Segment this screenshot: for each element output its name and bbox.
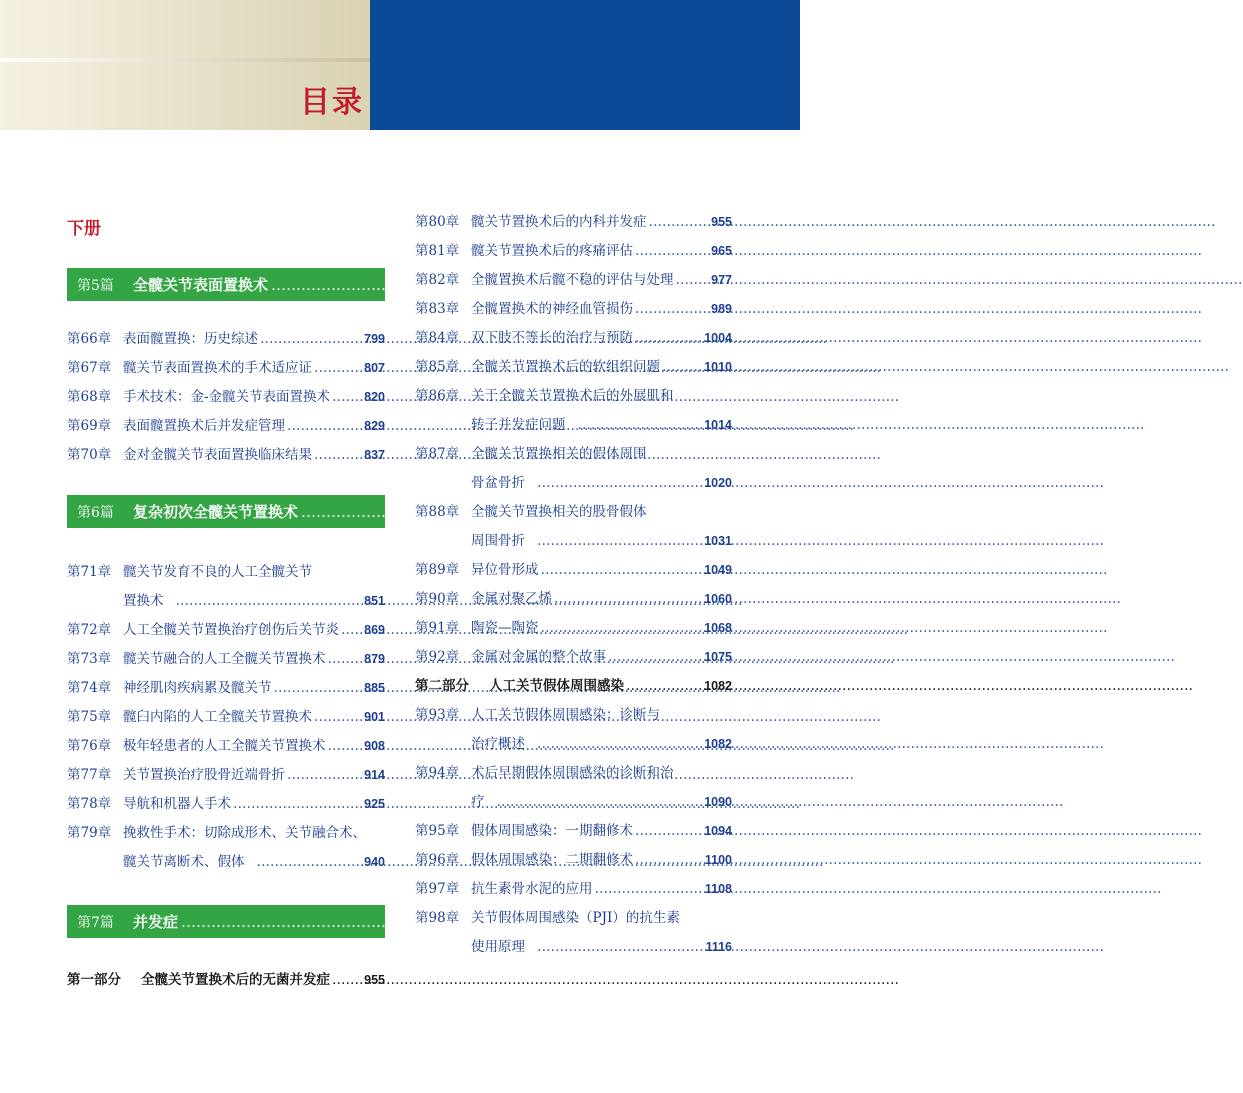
part-title: 人工关节假体周围感染 [489,678,624,694]
page-number: 1090 [704,795,732,809]
chapter-title: 全髋置换术后髋不稳的评估与处理 [471,272,674,288]
chapter-number: 第73章 [67,651,112,667]
chapter-number: 第95章 [415,823,460,839]
chapter-number: 第92章 [415,649,460,665]
chapter-title: 术后早期假体周围感染的诊断和治 [471,765,674,781]
toc-entry[interactable] [415,617,732,639]
page-number: 885 [364,681,385,695]
chapter-title: 髋臼内陷的人工全髋关节置换术 [123,709,312,725]
toc-entry[interactable] [67,764,385,786]
toc-entry[interactable] [67,822,385,844]
leader-dots [233,793,362,815]
page-number: 1068 [704,621,732,635]
page-number: 1082 [704,679,732,693]
chapter-number: 第79章 [67,825,112,841]
chapter-number: 第86章 [415,388,460,404]
toc-part-entry[interactable] [67,969,385,991]
chapter-title: 人工全髋关节置换治疗创伤后关节炎 [123,622,339,638]
chapter-title: 人工关节假体周围感染：诊断与 [471,707,660,723]
chapter-title: 髋关节发育不良的人工全髋关节 [123,564,312,580]
chapter-title: 全髋关节置换相关的假体周围 [471,446,647,462]
toc-entry[interactable] [67,444,385,466]
toc-entry[interactable] [415,385,732,407]
chapter-number: 第82章 [415,272,460,288]
chapter-number: 第83章 [415,301,460,317]
chapter-title: 挽救性手术：切除成形术、关节融合术、 [123,825,366,841]
leader-dots [176,590,363,612]
chapter-title: 髋关节融合的人工全髋关节置换术 [123,651,326,667]
leader-dots [341,619,362,641]
toc-entry[interactable] [415,559,732,581]
toc-entry[interactable] [415,269,732,291]
leader-dots [328,648,363,670]
part-label: 第一部分 [67,972,121,988]
chapter-title: 假体周围感染：一期翻修术 [471,823,633,839]
leader-dots [314,444,362,466]
section-title: 并发症 [133,913,179,931]
chapter-title: 金属对金属的整个故事 [471,649,606,665]
chapter-title: 髋关节置换术后的内科并发症 [471,214,647,230]
leader-dots [314,357,362,379]
page-number: 955 [711,215,732,229]
leader-dots [595,878,703,900]
leader-dots [314,706,362,728]
page-number: 1094 [704,824,732,838]
page-number: 1014 [704,418,732,432]
chapter-number: 第78章 [67,796,112,812]
toc-entry[interactable] [67,793,385,815]
chapter-number: 第90章 [415,591,460,607]
toc-part-entry[interactable] [415,675,732,697]
leader-dots [635,240,709,262]
page-number: 1116 [705,940,732,954]
chapter-number: 第71章 [67,564,112,580]
chapter-title: 髋关节表面置换术的手术适应证 [123,360,312,376]
toc-entry-continued[interactable] [415,472,732,494]
section-number: 第7篇 [77,914,114,931]
toc-entry-continued[interactable] [415,733,732,755]
toc-entry[interactable] [67,415,385,437]
section-page: 953 [694,913,718,930]
chapter-title: 关节假体周围感染（PJI）的抗生素 [471,910,680,926]
toc-entry[interactable] [415,820,732,842]
chapter-number: 第81章 [415,243,460,259]
page-number: 965 [711,244,732,258]
leader-dots [260,328,362,350]
leader-dots [537,530,702,552]
chapter-title: 假体周围感染：二期翻修术 [471,852,633,868]
leader-dots [608,646,702,668]
page-number: 925 [364,797,385,811]
chapter-number: 第85章 [415,359,460,375]
toc-entry[interactable] [415,588,732,610]
page-number: 977 [711,273,732,287]
page-number: 829 [364,419,385,433]
chapter-number: 第80章 [415,214,460,230]
chapter-number: 第84章 [415,330,460,346]
chapter-title-cont: 置换术 [123,593,164,609]
toc-entry[interactable] [67,706,385,728]
header-stripe [0,58,370,62]
toc-entry[interactable] [415,849,732,871]
page-number: 1031 [704,534,732,548]
leader-dots [635,327,702,349]
page-number: 1049 [704,563,732,577]
chapter-number: 第98章 [415,910,460,926]
toc-entry[interactable] [415,356,732,378]
page-number: 989 [711,302,732,316]
toc-entry[interactable] [415,704,732,726]
chapter-number: 第89章 [415,562,460,578]
chapter-number: 第72章 [67,622,112,638]
chapter-number: 第74章 [67,680,112,696]
chapter-title: 关于全髋关节置换术后的外展肌和 [471,388,674,404]
toc-entry[interactable] [415,878,732,900]
leader-dots [541,559,703,581]
leader-dots [635,298,709,320]
chapter-number: 第76章 [67,738,112,754]
toc-entry[interactable] [67,619,385,641]
page-number: 940 [364,855,385,869]
leader-dots [635,820,702,842]
page-number: 869 [364,623,385,637]
toc-entry[interactable] [415,907,732,929]
page-number: 1004 [704,331,732,345]
leader-dots [635,849,703,871]
chapter-title: 神经肌肉疾病累及髋关节 [123,680,272,696]
part-label: 第二部分 [415,678,469,694]
page-number: 908 [364,739,385,753]
leader-dots [537,936,704,958]
page-number: 820 [364,390,385,404]
toc-entry[interactable] [67,677,385,699]
toc-entry[interactable] [415,240,732,262]
leader-dots [257,851,363,873]
toc-entry[interactable] [67,357,385,379]
chapter-title-cont: 髋关节离断术、假体 [123,854,245,870]
page-number: 1020 [704,476,732,490]
chapter-title-cont: 骨盆骨折 [471,475,525,491]
header-band-right [370,0,800,130]
chapter-title: 金属对聚乙烯 [471,591,552,607]
leader-dots [554,588,702,610]
toc-entry[interactable] [415,298,732,320]
leader-dots [676,269,710,291]
toc-entry[interactable] [67,386,385,408]
toc-entry-continued[interactable] [415,414,732,436]
chapter-number: 第66章 [67,331,112,347]
leader-dots [287,764,362,786]
chapter-title-cont: 疗 [471,794,485,810]
chapter-number: 第75章 [67,709,112,725]
toc-entry[interactable] [415,327,732,349]
chapter-number: 第87章 [415,446,460,462]
leader-dots [274,677,363,699]
leader-dots [332,386,362,408]
chapter-title: 导航和机器人手术 [123,796,231,812]
chapter-title: 表面髋置换术后并发症管理 [123,418,285,434]
toc-entry-continued[interactable] [67,851,385,873]
chapter-number: 第93章 [415,707,460,723]
toc-entry[interactable] [67,735,385,757]
page-number: 837 [364,448,385,462]
page-number: 1075 [704,650,732,664]
section-title: 全髋关节表面置换术 [133,276,269,294]
section-page: 849 [814,503,838,520]
page-number: 807 [364,361,385,375]
toc-entry[interactable] [67,648,385,670]
chapter-title: 关节置换治疗股骨近端骨折 [123,767,285,783]
page-number: 799 [364,332,385,346]
page-number: 1082 [704,737,732,751]
chapter-number: 第96章 [415,852,460,868]
toc-entry[interactable] [415,443,732,465]
toc-entry-continued[interactable] [415,791,732,813]
chapter-number: 第97章 [415,881,460,897]
chapter-title: 手术技术：金-金髋关节表面置换术 [123,389,331,405]
leader-dots [497,791,703,813]
chapter-title-cont: 周围骨折 [471,533,525,549]
section-number: 第5篇 [77,277,114,294]
leader-dots [332,969,362,991]
chapter-number: 第69章 [67,418,112,434]
chapter-title: 髋关节置换术后的疼痛评估 [471,243,633,259]
leader-dots [537,472,702,494]
toc-entry-continued[interactable] [415,530,732,552]
toc-entry[interactable] [67,328,385,350]
toc-entry[interactable] [415,646,732,668]
leader-dots [649,211,710,233]
page-number: 1100 [704,853,732,867]
chapter-number: 第67章 [67,360,112,376]
leader-dots [626,675,702,697]
chapter-title: 表面髋置换：历史综述 [123,331,258,347]
chapter-title: 双下肢不等长的治疗与预防 [471,330,633,346]
page-number: 901 [364,710,385,724]
toc-entry-continued[interactable] [415,936,732,958]
volume-label: 下册 [67,219,101,239]
leader-dots [287,415,362,437]
toc-entry[interactable] [67,561,385,583]
page-number: 851 [364,594,385,608]
chapter-title: 异位骨形成 [471,562,539,578]
chapter-title: 全髋关节置换相关的股骨假体 [471,504,647,520]
toc-entry[interactable] [415,501,732,523]
chapter-number: 第94章 [415,765,460,781]
leader-dots [328,735,363,757]
leader-dots [578,414,703,436]
leader-dots [537,733,702,755]
chapter-number: 第91章 [415,620,460,636]
chapter-title-cont: 使用原理 [471,939,525,955]
chapter-title-cont: 治疗概述 [471,736,525,752]
chapter-title: 抗生素骨水泥的应用 [471,881,593,897]
chapter-title: 陶瓷—陶瓷 [471,620,539,636]
chapter-number: 第88章 [415,504,460,520]
leader-dots [541,617,703,639]
page-title: 目录 [300,85,364,120]
section-title: 复杂初次全髋关节置换术 [133,503,299,521]
chapter-title: 全髋关节置换术后的软组织问题 [471,359,660,375]
chapter-title: 全髋置换术的神经血管损伤 [471,301,633,317]
toc-entry[interactable] [415,211,732,233]
chapter-number: 第70章 [67,447,112,463]
section-page: 797 [784,276,808,293]
toc-entry[interactable] [415,762,732,784]
chapter-title: 金对金髋关节表面置换临床结果 [123,447,312,463]
toc-entry-continued[interactable] [67,590,385,612]
chapter-title: 极年轻患者的人工全髋关节置换术 [123,738,326,754]
page-number: 879 [364,652,385,666]
leader-dots [662,356,702,378]
chapter-title-cont: 转子并发症问题 [471,417,566,433]
page-number: 955 [364,973,385,987]
part-title: 全髋关节置换术后的无菌并发症 [141,972,330,988]
page-number: 1060 [704,592,732,606]
chapter-number: 第68章 [67,389,112,405]
page-number: 1010 [704,360,732,374]
page-number: 1108 [704,882,732,896]
page-number: 914 [364,768,385,782]
chapter-number: 第77章 [67,767,112,783]
section-number: 第6篇 [77,504,114,521]
